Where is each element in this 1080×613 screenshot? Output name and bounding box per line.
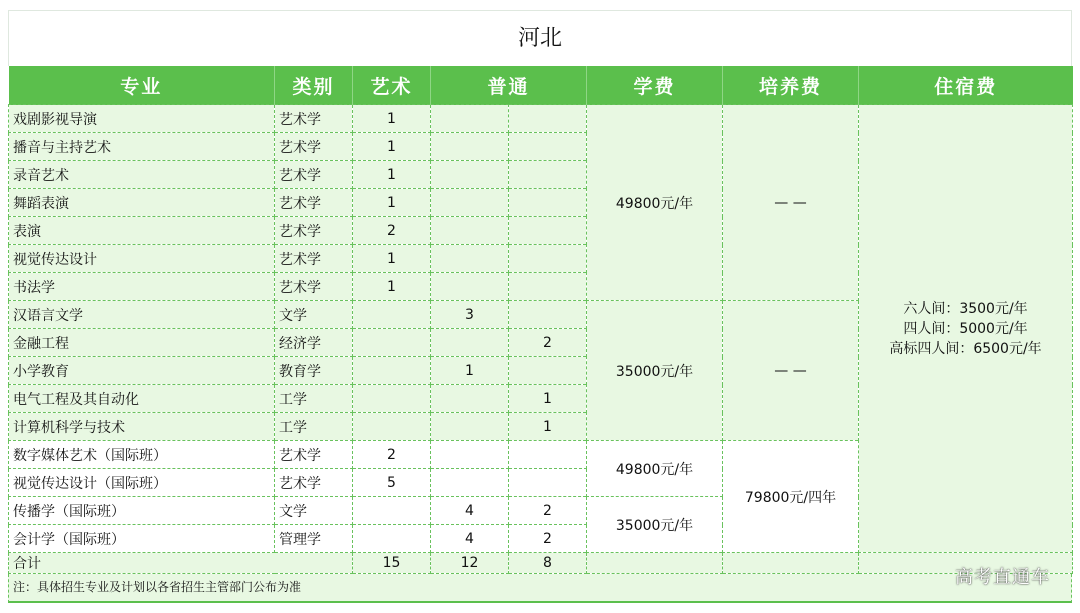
dorm-fee-line: 四人间：5000元/年: [903, 320, 1028, 337]
training-intl-cell: 79800元/四年: [723, 441, 859, 553]
category-cell: 教育学: [275, 357, 353, 385]
art-quota-cell: 1: [353, 189, 431, 217]
training-art-cell: — —: [723, 105, 859, 301]
art-quota-cell: [353, 329, 431, 357]
category-cell: 经济学: [275, 329, 353, 357]
major-cell: 数字媒体艺术（国际班）: [9, 441, 275, 469]
general-quota-cell: [509, 441, 587, 469]
art-quota-cell: 2: [353, 217, 431, 245]
general-quota-cell: 2: [509, 525, 587, 553]
general-quota-cell: [431, 133, 509, 161]
header-art: 艺术: [353, 66, 431, 105]
major-cell: 会计学（国际班）: [9, 525, 275, 553]
category-cell: 艺术学: [275, 273, 353, 301]
art-quota-cell: [353, 357, 431, 385]
general-quota-cell: 4: [431, 497, 509, 525]
dorm-fee-cell: [859, 105, 1073, 553]
art-quota-cell: 1: [353, 133, 431, 161]
art-quota-cell: [353, 385, 431, 413]
header-major: 专业: [9, 66, 275, 105]
art-quota-cell: [353, 413, 431, 441]
header-dorm-fee: 住宿费: [859, 66, 1073, 105]
category-cell: 管理学: [275, 525, 353, 553]
tuition-intl-general-cell: 35000元/年: [587, 497, 723, 553]
total-art: 15: [353, 553, 431, 574]
major-cell: 电气工程及其自动化: [9, 385, 275, 413]
general-quota-cell: [431, 385, 509, 413]
plan-table: [8, 66, 1073, 574]
general-quota-cell: [431, 329, 509, 357]
general-quota-cell: [509, 357, 587, 385]
general-quota-cell: 1: [509, 413, 587, 441]
header-category: 类别: [275, 66, 353, 105]
general-quota-cell: 3: [431, 301, 509, 329]
major-cell: 播音与主持艺术: [9, 133, 275, 161]
category-cell: 文学: [275, 497, 353, 525]
general-quota-cell: [431, 245, 509, 273]
general-quota-cell: [509, 189, 587, 217]
category-cell: 艺术学: [275, 161, 353, 189]
major-cell: 录音艺术: [9, 161, 275, 189]
header-general: 普通: [431, 66, 587, 105]
general-quota-cell: 2: [509, 497, 587, 525]
total-empty: [723, 553, 859, 574]
general-quota-cell: [431, 441, 509, 469]
art-quota-cell: [353, 525, 431, 553]
general-quota-cell: 1: [431, 357, 509, 385]
general-quota-cell: 2: [509, 329, 587, 357]
general-quota-cell: [509, 301, 587, 329]
category-cell: 艺术学: [275, 469, 353, 497]
dorm-fee-line: 六人间：3500元/年: [903, 300, 1028, 317]
general-quota-cell: [431, 161, 509, 189]
general-quota-cell: [509, 133, 587, 161]
major-cell: 书法学: [9, 273, 275, 301]
art-quota-cell: 1: [353, 273, 431, 301]
general-quota-cell: [431, 413, 509, 441]
total-label: 合计: [9, 553, 353, 574]
total-row: [9, 553, 1073, 574]
general-quota-cell: [509, 217, 587, 245]
watermark: 高考直通车: [955, 567, 1050, 588]
art-quota-cell: 5: [353, 469, 431, 497]
major-cell: 视觉传达设计（国际班）: [9, 469, 275, 497]
art-quota-cell: [353, 301, 431, 329]
general-quota-cell: [509, 245, 587, 273]
dorm-fee-line: 高标四人间：6500元/年: [889, 340, 1042, 357]
category-cell: 艺术学: [275, 217, 353, 245]
major-cell: 戏剧影视导演: [9, 105, 275, 133]
general-quota-cell: [431, 469, 509, 497]
general-quota-cell: [431, 105, 509, 133]
table-row: [9, 105, 1073, 133]
major-cell: 传播学（国际班）: [9, 497, 275, 525]
tuition-intl-art-cell: 49800元/年: [587, 441, 723, 497]
tuition-general-cell: 35000元/年: [587, 301, 723, 441]
major-cell: 小学教育: [9, 357, 275, 385]
art-quota-cell: 1: [353, 245, 431, 273]
general-quota-cell: 4: [431, 525, 509, 553]
category-cell: 艺术学: [275, 105, 353, 133]
training-general-cell: — —: [723, 301, 859, 441]
tuition-art-cell: 49800元/年: [587, 105, 723, 301]
art-quota-cell: 2: [353, 441, 431, 469]
general-quota-cell: [431, 189, 509, 217]
category-cell: 艺术学: [275, 133, 353, 161]
general-quota-cell: [509, 469, 587, 497]
total-general-2: 8: [509, 553, 587, 574]
admission-plan-table: [8, 10, 1072, 603]
general-quota-cell: 1: [509, 385, 587, 413]
art-quota-cell: [353, 497, 431, 525]
major-cell: 表演: [9, 217, 275, 245]
category-cell: 工学: [275, 385, 353, 413]
header-training-fee: 培养费: [723, 66, 859, 105]
page-title: 河北: [8, 10, 1072, 66]
art-quota-cell: 1: [353, 161, 431, 189]
general-quota-cell: [509, 105, 587, 133]
category-cell: 艺术学: [275, 189, 353, 217]
footnote: 注：具体招生专业及计划以各省招生主管部门公布为准: [8, 574, 1072, 603]
major-cell: 汉语言文学: [9, 301, 275, 329]
category-cell: 文学: [275, 301, 353, 329]
general-quota-cell: [509, 161, 587, 189]
major-cell: 视觉传达设计: [9, 245, 275, 273]
category-cell: 艺术学: [275, 245, 353, 273]
header-row: [9, 66, 1073, 105]
major-cell: 舞蹈表演: [9, 189, 275, 217]
general-quota-cell: [431, 217, 509, 245]
art-quota-cell: 1: [353, 105, 431, 133]
major-cell: 金融工程: [9, 329, 275, 357]
total-empty: [587, 553, 723, 574]
table-body: [9, 105, 1073, 574]
major-cell: 计算机科学与技术: [9, 413, 275, 441]
category-cell: 工学: [275, 413, 353, 441]
header-tuition: 学费: [587, 66, 723, 105]
general-quota-cell: [509, 273, 587, 301]
general-quota-cell: [431, 273, 509, 301]
total-general-1: 12: [431, 553, 509, 574]
category-cell: 艺术学: [275, 441, 353, 469]
